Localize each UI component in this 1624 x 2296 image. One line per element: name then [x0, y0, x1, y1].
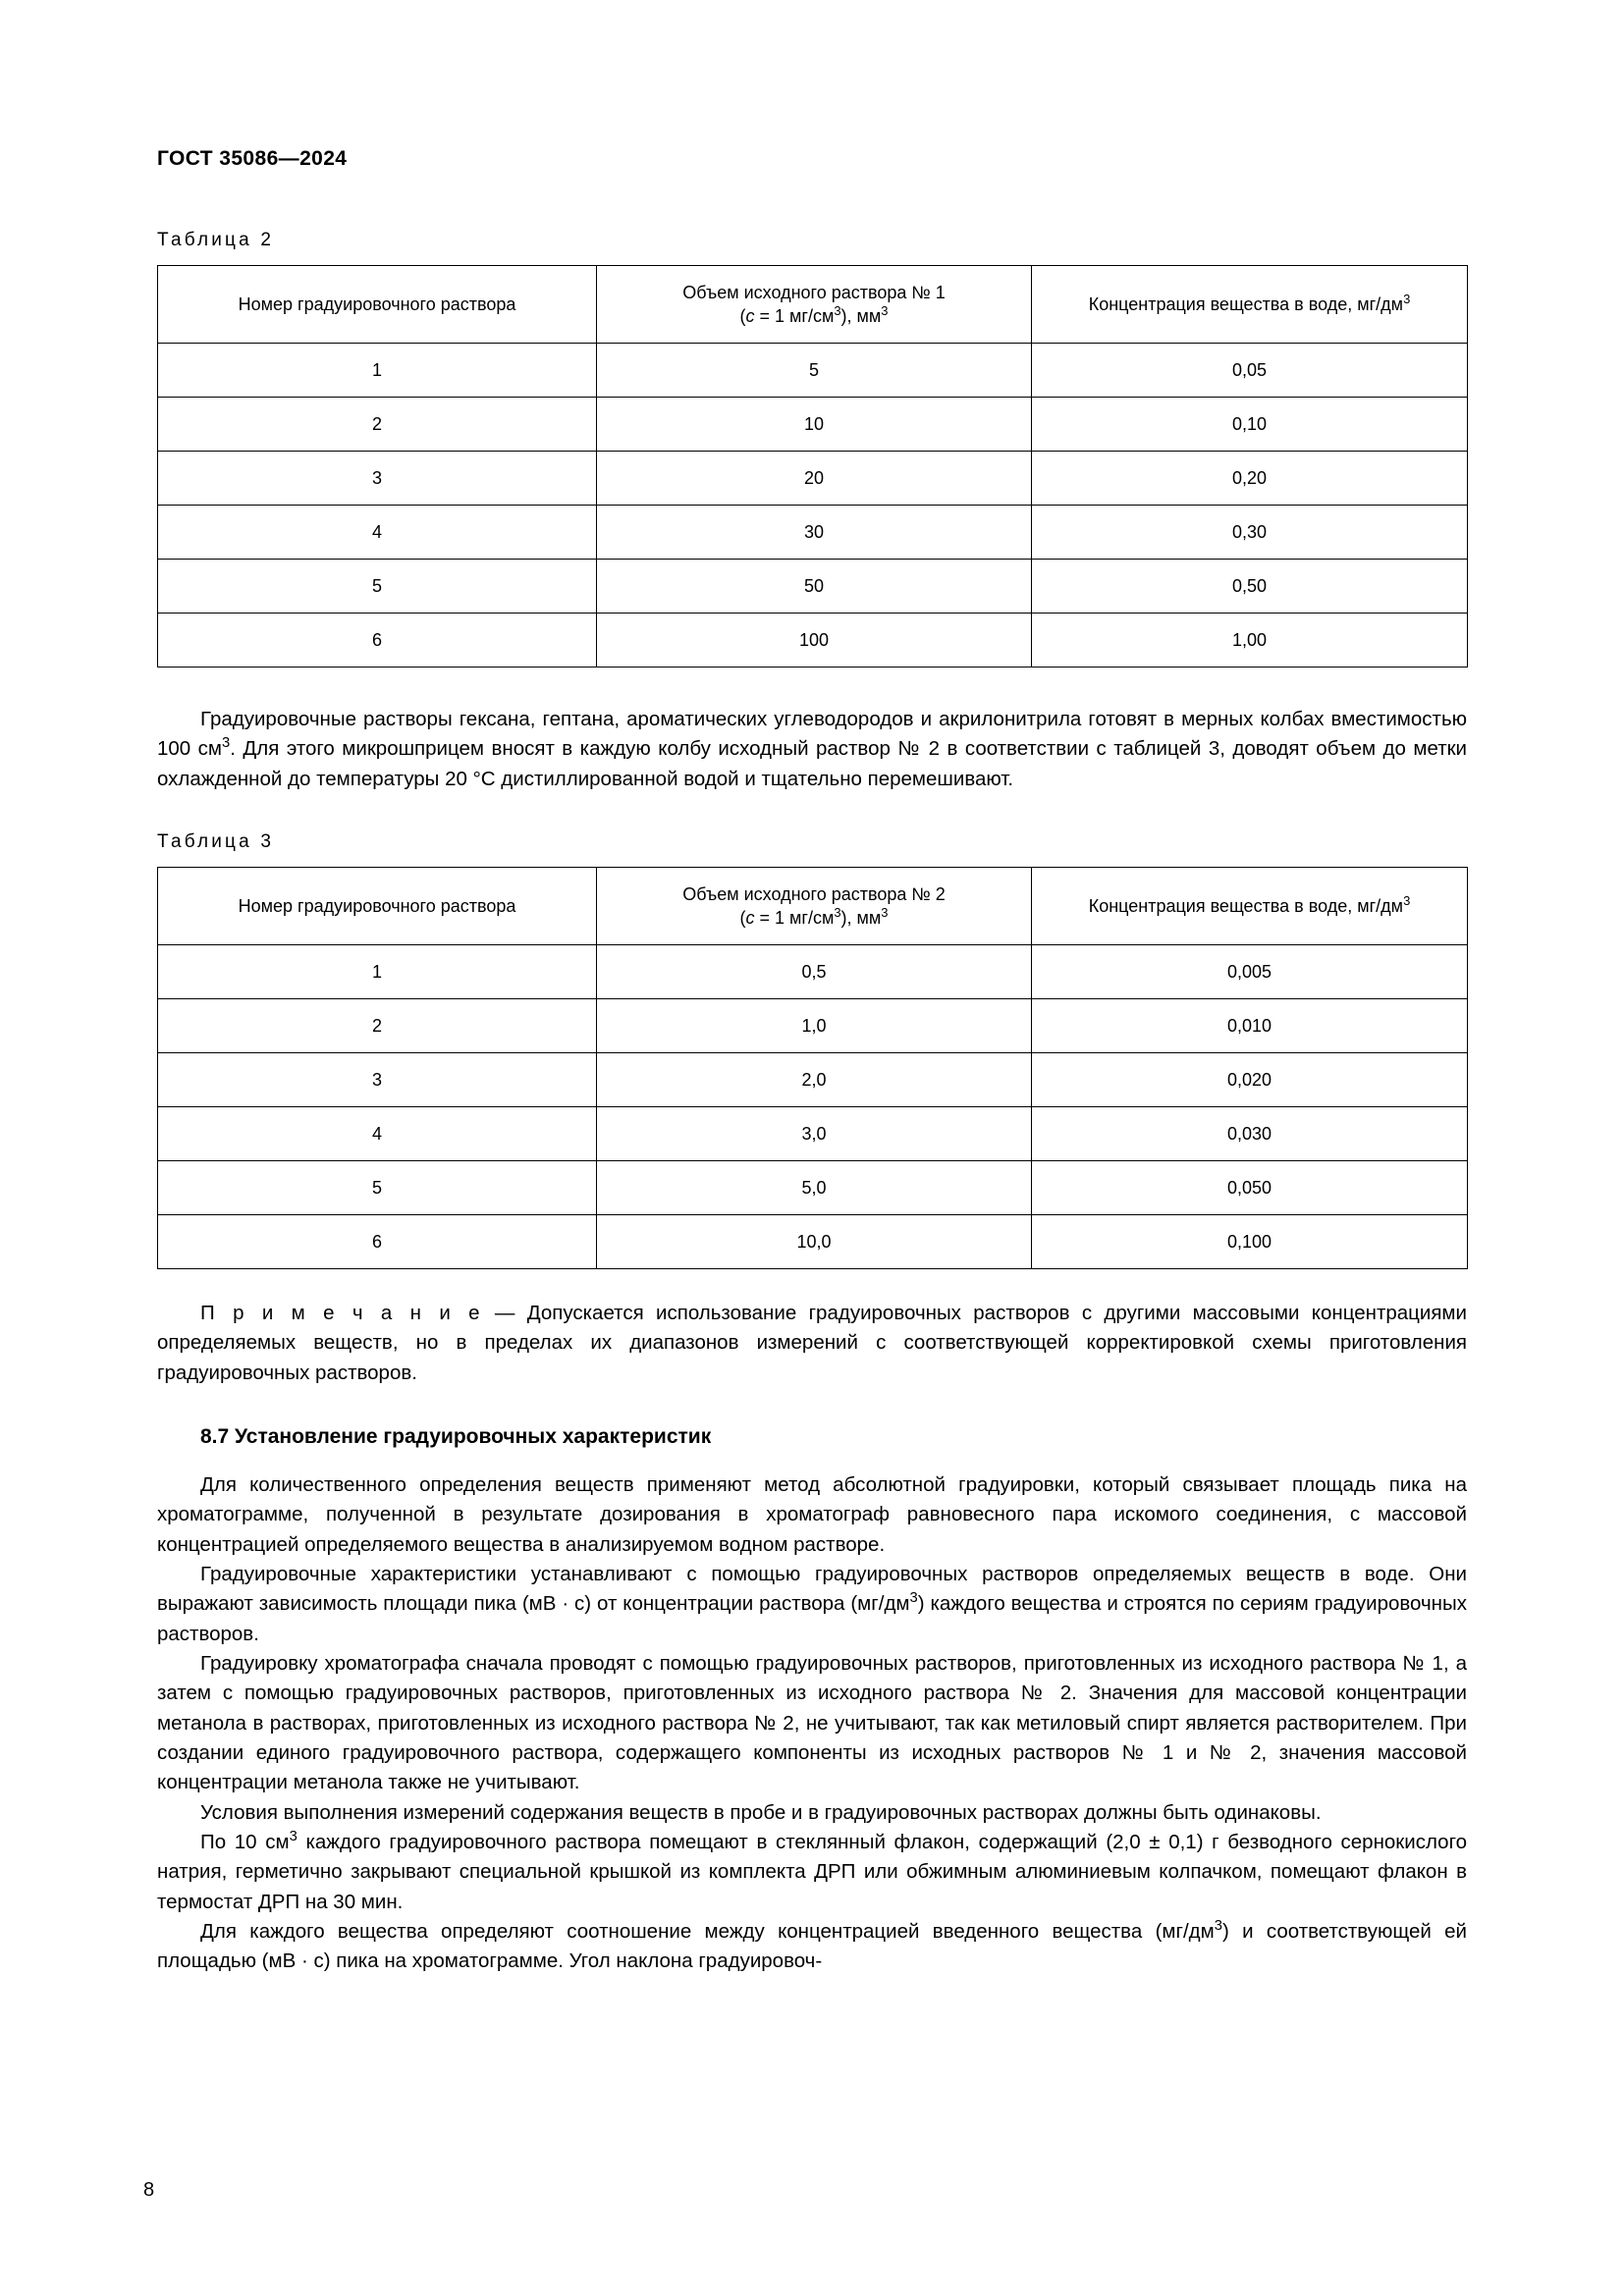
table2-cell-conc: 0,20	[1032, 452, 1468, 506]
paragraph-5-sup: 3	[289, 1829, 298, 1845]
table2-cell-volume: 20	[597, 452, 1032, 506]
table-row	[158, 614, 1468, 667]
table3-cell-conc: 0,010	[1032, 998, 1468, 1052]
table3-cell-volume: 10,0	[597, 1214, 1032, 1268]
page-header: ГОСТ 35086—2024	[157, 147, 348, 170]
paragraph-4: Условия выполнения измерений содержания веществ в пробе и в градуировочных растворах должны быть одинаковы.	[200, 1800, 1322, 1824]
table2-header-col3-sup: 3	[1403, 291, 1411, 306]
table3-header-col2-line1: Объем исходного раствора № 2	[682, 883, 946, 904]
paragraph-2	[157, 1560, 1467, 1649]
table2-cell-volume: 30	[597, 506, 1032, 560]
table3-cell-volume: 5,0	[597, 1160, 1032, 1214]
table2-header-col2-sup2: 3	[881, 303, 889, 318]
page-number: 8	[143, 2179, 155, 2201]
table2-cell-volume: 50	[597, 560, 1032, 614]
table2-cell-num: 5	[158, 560, 597, 614]
table-row	[158, 344, 1468, 398]
table-row	[158, 998, 1468, 1052]
paragraph-after-table2-part1: Градуировочные растворы гексана, гептана, ароматических углеводородов и акрилонитрила готовят в мерных колбах вместимостью 100 см	[157, 708, 1467, 761]
paragraph-2-sup: 3	[909, 1590, 918, 1607]
paragraph-6-part1: Для каждого вещества определяют соотношение между концентрацией введенного вещества (мг/дм	[200, 1919, 1215, 1943]
table3-header-col3-sup: 3	[1403, 892, 1411, 908]
table2-header-col2-symbol: c	[745, 306, 755, 326]
table2-cell-conc: 0,05	[1032, 344, 1468, 398]
table3-cell-conc: 0,030	[1032, 1106, 1468, 1160]
table-2	[157, 265, 1468, 667]
table3-cell-num: 4	[158, 1106, 597, 1160]
paragraph-5	[157, 1828, 1467, 1917]
table2-header-col2-post: ), мм	[840, 306, 882, 326]
paragraph-2-part1: Градуировочные характеристики устанавливают с помощью градуировочных растворов определяемых веществ в воде. Они выражают зависимость площади пика (мВ · с) от концентрации раствора (мг/дм	[157, 1562, 1467, 1616]
table-row	[158, 944, 1468, 998]
paragraph-5-part2: каждого градуировочного раствора помещают в стеклянный флакон, содержащий (2,0 ± 0,1) г безводного сернокислого натрия, герметично закрывают специальной крышкой из комплекта ДРП или обжимным алюминиевым колпачком, помещают флакон в термостат ДРП на 30 мин.	[157, 1830, 1467, 1913]
paragraph-6-sup: 3	[1214, 1918, 1222, 1935]
table3-cell-num: 1	[158, 944, 597, 998]
table3-header-col2-paren-open: (	[739, 907, 746, 928]
paragraph-6-part2: ) и соответствующей ей площадью (мВ · с) пика на хроматограмме. Угол наклона градуировоч-	[157, 1919, 1468, 1973]
table2-cell-conc: 0,50	[1032, 560, 1468, 614]
note-text: — Допускается использование градуировочных растворов с другими массовыми концентрациями определяемых веществ, но в пределах их диапазонов измерений с соответствующей корректировкой схемы приготовления градуировочных растворов.	[157, 1301, 1467, 1384]
table3-header-col2-sup2: 3	[881, 904, 889, 920]
table-row	[158, 452, 1468, 506]
table3-cell-volume: 2,0	[597, 1052, 1032, 1106]
table2-header-col2	[597, 266, 1032, 344]
table3-cell-num: 6	[158, 1214, 597, 1268]
table2-cell-conc: 0,30	[1032, 506, 1468, 560]
table3-header-col2-symbol: c	[745, 907, 755, 928]
table3-cell-num: 2	[158, 998, 597, 1052]
table3-cell-conc: 0,050	[1032, 1160, 1468, 1214]
table-header-row	[158, 867, 1468, 944]
paragraph-2-part2: ) каждого вещества и строятся по сериям градуировочных растворов.	[157, 1592, 1467, 1645]
table-row	[158, 1106, 1468, 1160]
table-3	[157, 867, 1468, 1269]
table3-header-col1: Номер градуировочного раствора	[158, 867, 597, 944]
table3-header-col2-post: ), мм	[840, 907, 882, 928]
table-row	[158, 1052, 1468, 1106]
table3-cell-num: 3	[158, 1052, 597, 1106]
table3-caption: Таблица 3	[157, 830, 275, 852]
table3-header-col3	[1032, 867, 1468, 944]
paragraph-after-table2-sup: 3	[222, 735, 231, 752]
table2-cell-num: 2	[158, 398, 597, 452]
section-heading-8-7: 8.7 Установление градуировочных характеристик	[200, 1424, 712, 1448]
table3-cell-volume: 3,0	[597, 1106, 1032, 1160]
table2-header-col2-mid: = 1 мг/см	[754, 306, 835, 326]
table2-cell-conc: 0,10	[1032, 398, 1468, 452]
table-row	[158, 560, 1468, 614]
table2-header-col3	[1032, 266, 1468, 344]
paragraph-1: Для количественного определения веществ применяют метод абсолютной градуировки, который связывает площадь пика на хроматограмме, полученной в результате дозирования в хроматограф равновесного пара искомого соединения, с массовой концентрацией определяемого вещества в анализируемом водном растворе.	[157, 1472, 1467, 1556]
table3-cell-conc: 0,005	[1032, 944, 1468, 998]
table3-header-col2	[597, 867, 1032, 944]
table-row	[158, 1214, 1468, 1268]
table-row	[158, 1160, 1468, 1214]
table2-cell-volume: 5	[597, 344, 1032, 398]
table3-header-col3-text: Концентрация вещества в воде, мг/дм	[1088, 895, 1404, 916]
table2-cell-conc: 1,00	[1032, 614, 1468, 667]
table3-header-col2-sup1: 3	[834, 904, 841, 920]
table-row	[158, 398, 1468, 452]
table2-caption: Таблица 2	[157, 230, 275, 250]
table2-cell-volume: 100	[597, 614, 1032, 667]
table2-cell-num: 6	[158, 614, 597, 667]
table-row	[158, 506, 1468, 560]
table3-cell-volume: 0,5	[597, 944, 1032, 998]
table2-header-col3-text: Концентрация вещества в воде, мг/дм	[1088, 294, 1404, 314]
table2-header-col1: Номер градуировочного раствора	[158, 266, 597, 344]
table2-header-col2-sup1: 3	[834, 303, 841, 318]
table3-cell-volume: 1,0	[597, 998, 1032, 1052]
table2-header-col2-line1: Объем исходного раствора № 1	[682, 282, 946, 302]
table2-header-col2-paren-open: (	[739, 306, 746, 326]
table3-cell-conc: 0,020	[1032, 1052, 1468, 1106]
table2-cell-volume: 10	[597, 398, 1032, 452]
paragraph-3: Градуировку хроматографа сначала проводят с помощью градуировочных растворов, приготовленных из исходного раствора № 1, а затем с помощью градуировочных растворов, приготовленных из исходного раствора № 2. Значения для массовой концентрации метанола в растворах, приготовленных из исходного раствора № 2, не учитывают, так как метиловый спирт является растворителем. При создании единого градуировочного раствора, содержащего компоненты из исходных растворов № 1 и № 2, значения массовой концентрации метанола также не учитывают.	[157, 1651, 1467, 1794]
note-label: П р и м е ч а н и е	[200, 1301, 483, 1324]
paragraph-after-table2	[157, 705, 1467, 794]
table3-cell-conc: 0,100	[1032, 1214, 1468, 1268]
table2-cell-num: 3	[158, 452, 597, 506]
table3-header-col2-mid: = 1 мг/см	[754, 907, 835, 928]
paragraph-after-table2-part2: . Для этого микрошприцем вносят в каждую колбу исходный раствор № 2 в соответствии с таблицей 3, доводят объем до метки охлажденной до температуры 20 °С дистиллированной водой и тщательно перемешивают.	[157, 737, 1467, 790]
paragraph-6	[157, 1917, 1467, 1977]
table2-cell-num: 4	[158, 506, 597, 560]
table-header-row	[158, 266, 1468, 344]
table3-cell-num: 5	[158, 1160, 597, 1214]
table3-note	[157, 1299, 1467, 1388]
paragraph-5-part1: По 10 см	[200, 1830, 290, 1853]
table2-cell-num: 1	[158, 344, 597, 398]
